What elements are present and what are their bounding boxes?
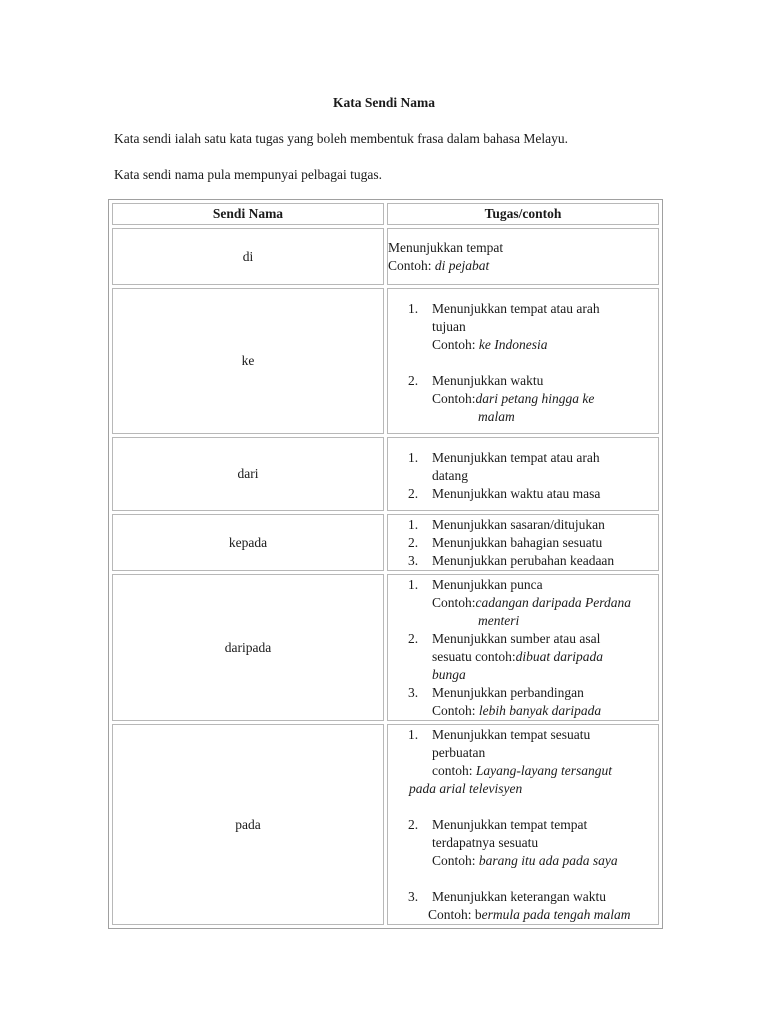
list-spacer bbox=[388, 354, 658, 372]
example-label: Contoh: b bbox=[428, 907, 482, 922]
list-spacer bbox=[388, 798, 658, 816]
list-item bbox=[388, 816, 658, 870]
list-item bbox=[388, 630, 658, 684]
task-text-cont: terdapatnya sesuatu bbox=[432, 835, 539, 850]
header-tugas-contoh: Tugas/contoh bbox=[387, 203, 659, 225]
list-item bbox=[388, 449, 658, 485]
list-item bbox=[388, 372, 658, 426]
example-text-cont: bunga bbox=[432, 667, 466, 682]
intro-paragraph-1: Kata sendi ialah satu kata tugas yang boleh membentuk frasa dalam bahasa Melayu. bbox=[114, 131, 568, 146]
example-text-cont: pada arial televisyen bbox=[409, 781, 523, 796]
task-text-cont: datang bbox=[432, 467, 468, 483]
list-spacer bbox=[388, 870, 658, 888]
example-text: cadangan daripada Perdana bbox=[475, 595, 632, 610]
task-list bbox=[388, 300, 658, 426]
task-list bbox=[388, 449, 658, 503]
example-text-cont: malam bbox=[478, 408, 515, 424]
task-text: Menunjukkan perubahan keadaan bbox=[432, 553, 615, 568]
task-text-cont: tujuan bbox=[432, 318, 466, 334]
header-sendi-nama: Sendi Nama bbox=[112, 203, 384, 225]
item-number: 2. bbox=[408, 485, 419, 501]
list-item bbox=[388, 684, 658, 720]
example-text: dibuat daripada bbox=[515, 649, 604, 664]
sendi-name-cell: daripada bbox=[112, 574, 384, 721]
list-item bbox=[388, 300, 658, 354]
example-text-cont: menteri bbox=[478, 613, 520, 628]
example-label: Contoh: bbox=[432, 390, 476, 406]
task-cell bbox=[387, 574, 659, 721]
example-label: Contoh: bbox=[432, 703, 479, 718]
list-item bbox=[388, 726, 658, 798]
task-text: Menunjukkan tempat atau arah bbox=[432, 300, 600, 316]
task-cell bbox=[387, 724, 659, 925]
task-text: Menunjukkan tempat sesuatu bbox=[432, 727, 591, 742]
table-header-row bbox=[112, 203, 659, 225]
example-text: ke Indonesia bbox=[478, 336, 548, 352]
task-cell bbox=[387, 514, 659, 571]
intro-paragraph-2: Kata sendi nama pula mempunyai pelbagai tugas. bbox=[114, 167, 383, 182]
table-row bbox=[112, 288, 659, 434]
item-number: 2. bbox=[408, 372, 419, 388]
item-number: 3. bbox=[408, 553, 419, 568]
example-text: ermula pada tengah malam bbox=[481, 907, 631, 922]
task-text: Menunjukkan sumber atau asal bbox=[432, 631, 601, 646]
task-list bbox=[388, 726, 658, 924]
sendi-name-cell: ke bbox=[112, 288, 384, 434]
example-label: Contoh: bbox=[388, 257, 435, 273]
task-text: Menunjukkan tempat bbox=[388, 239, 504, 255]
item-number: 3. bbox=[408, 685, 419, 700]
task-cell bbox=[387, 288, 659, 434]
list-item bbox=[388, 534, 658, 552]
list-item bbox=[388, 888, 658, 924]
list-item bbox=[388, 516, 658, 534]
example-text: di pejabat bbox=[434, 257, 490, 273]
list-item bbox=[388, 485, 658, 503]
example-label: Contoh: bbox=[432, 336, 479, 352]
item-number: 1. bbox=[408, 577, 419, 592]
task-text: Menunjukkan keterangan waktu bbox=[432, 889, 606, 904]
item-number: 1. bbox=[408, 449, 419, 465]
item-number: 2. bbox=[408, 535, 419, 550]
table-row bbox=[112, 228, 659, 285]
task-list bbox=[388, 516, 658, 570]
document-title: Kata Sendi Nama bbox=[332, 95, 435, 110]
example-label: contoh: bbox=[432, 763, 476, 778]
task-text: Menunjukkan tempat tempat bbox=[432, 817, 588, 832]
sendi-nama-table bbox=[108, 199, 663, 929]
example-text: barang itu ada pada saya bbox=[478, 853, 618, 868]
task-text: Menunjukkan tempat atau arah bbox=[432, 449, 600, 465]
task-text: Menunjukkan punca bbox=[432, 577, 543, 592]
item-number: 2. bbox=[408, 631, 419, 646]
example-label: Contoh: bbox=[432, 595, 476, 610]
example-line bbox=[388, 257, 658, 275]
task-list bbox=[388, 576, 658, 720]
list-item bbox=[388, 576, 658, 630]
task-text-cont: sesuatu contoh: bbox=[432, 649, 516, 664]
sendi-name-cell: di bbox=[112, 228, 384, 285]
sendi-name-cell: kepada bbox=[112, 514, 384, 571]
task-cell bbox=[387, 228, 659, 285]
table-row bbox=[112, 724, 659, 925]
item-number: 2. bbox=[408, 817, 419, 832]
table-row bbox=[112, 574, 659, 721]
example-text: lebih banyak daripada bbox=[478, 703, 602, 718]
item-number: 3. bbox=[408, 889, 419, 904]
task-text: Menunjukkan bahagian sesuatu bbox=[432, 535, 603, 550]
sendi-name-cell: dari bbox=[112, 437, 384, 511]
item-number: 1. bbox=[408, 300, 419, 316]
item-number: 1. bbox=[408, 517, 419, 532]
task-text: Menunjukkan sasaran/ditujukan bbox=[432, 517, 605, 532]
table-row bbox=[112, 514, 659, 571]
example-text: dari petang hingga ke bbox=[475, 390, 595, 406]
example-text: Layang-layang tersangut bbox=[475, 763, 612, 778]
task-text-cont: perbuatan bbox=[432, 745, 486, 760]
task-text: Menunjukkan perbandingan bbox=[432, 685, 584, 700]
task-text: Menunjukkan waktu atau masa bbox=[432, 485, 601, 501]
list-item bbox=[388, 552, 658, 570]
task-cell bbox=[387, 437, 659, 511]
sendi-name-cell: pada bbox=[112, 724, 384, 925]
task-text: Menunjukkan waktu bbox=[432, 372, 544, 388]
item-number: 1. bbox=[408, 727, 419, 742]
example-label: Contoh: bbox=[432, 853, 479, 868]
table-row bbox=[112, 437, 659, 511]
